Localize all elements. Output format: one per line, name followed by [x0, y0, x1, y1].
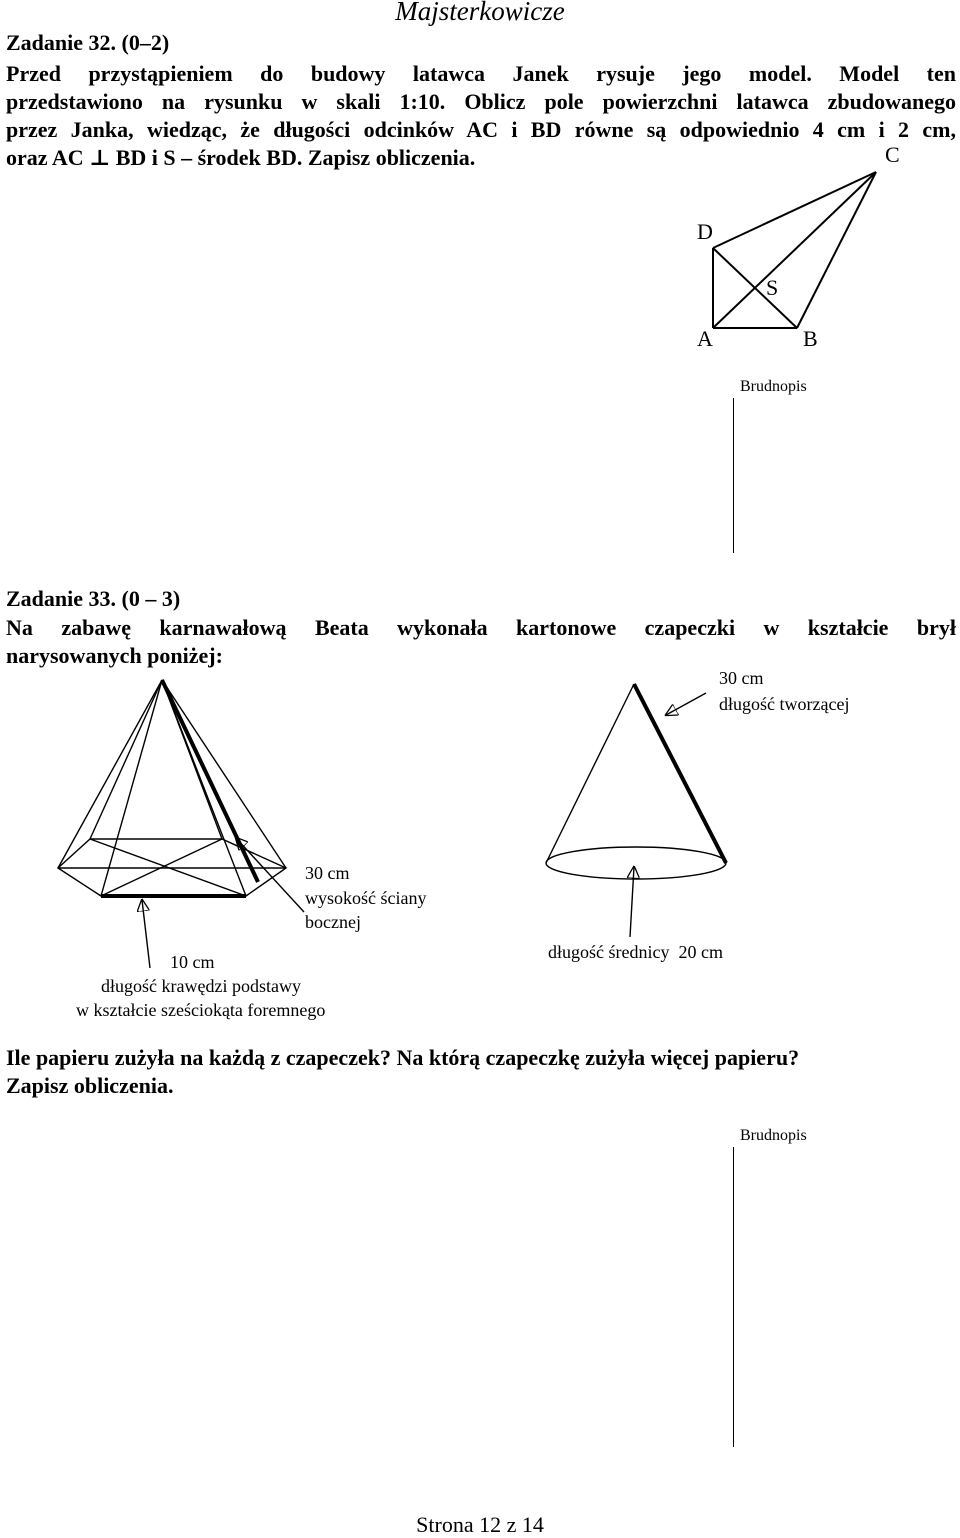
cone-slant-caption: długość tworzącej	[719, 694, 850, 714]
hexagonal-pyramid	[58, 680, 286, 896]
cone-diameter-arrow	[630, 867, 634, 937]
pyramid-apothem-thick	[162, 680, 258, 882]
task-32-title: Zadanie 32. (0–2)	[6, 30, 170, 55]
pyramid-edge-caption-1: długość krawędzi podstawy	[101, 976, 301, 996]
cone-side-left	[546, 684, 634, 863]
task-33-line-1: Na zabawę karnawałową Beata wykonała kartonowe czapeczki w kształcie brył	[6, 615, 956, 640]
task-33-line-2: narysowanych poniżej:	[6, 643, 223, 668]
cone-slant-arrow	[666, 693, 706, 715]
kite-label-s: S	[766, 275, 779, 300]
task-32-line-3: przez Janka, wiedząc, że długości odcinków AC i BD równe są odpowiednio 4 cm i 2 cm,	[6, 117, 956, 142]
pyramid-height-arrow	[236, 838, 304, 912]
cone-base	[546, 847, 726, 879]
task-33-question-line-1: Ile papieru zużyła na każdą z czapeczek? Na którą czapeczkę zużyła więcej papieru?	[6, 1045, 800, 1070]
cone-diameter-label: długość średnicy 20 cm	[548, 942, 723, 962]
scratch-divider-2	[733, 1147, 734, 1447]
scratch-label-2: Brudnopis	[740, 1127, 807, 1144]
cone-slant-value: 30 cm	[719, 668, 764, 688]
pyramid-edge-arrow	[142, 900, 150, 968]
pyramid-edge-6	[101, 680, 162, 896]
cone-side-right	[634, 684, 726, 863]
pyramid-edge-1	[58, 680, 162, 868]
task-32-line-2: przedstawiono na rysunku w skali 1:10. Oblicz pole powierzchni latawca zbudowanego	[6, 89, 956, 114]
kite-label-b: B	[803, 326, 818, 351]
kite-label-c: C	[885, 142, 900, 167]
scratch-label-1: Brudnopis	[740, 378, 807, 395]
pyramid-height-caption-2: bocznej	[305, 912, 361, 932]
page-number: Strona 12 z 14	[416, 1512, 544, 1537]
pyramid-edge-caption-2: w kształcie sześciokąta foremnego	[76, 1000, 326, 1020]
pyramid-edge-2	[90, 680, 162, 839]
task-33-title: Zadanie 33. (0 – 3)	[6, 586, 181, 611]
pyramid-height-value: 30 cm	[305, 863, 350, 883]
kite-label-a: A	[697, 326, 713, 351]
header-title: Majsterkowicze	[395, 0, 565, 26]
page-footer	[0, 1512, 960, 1538]
kite-label-d: D	[697, 219, 713, 244]
task-33-question-line-2: Zapisz obliczenia.	[6, 1073, 174, 1098]
task-33-question	[6, 1044, 956, 1100]
pyramid-height-caption-1: wysokość ściany	[305, 888, 427, 908]
task-32-line-1: Przed przystąpieniem do budowy latawca Janek rysuje jego model. Model ten	[6, 61, 956, 86]
cone	[546, 684, 726, 879]
pyramid-edge-value: 10 cm	[170, 952, 215, 972]
task-32-line-4: oraz AC ⊥ BD i S – środek BD. Zapisz obliczenia.	[6, 145, 476, 170]
